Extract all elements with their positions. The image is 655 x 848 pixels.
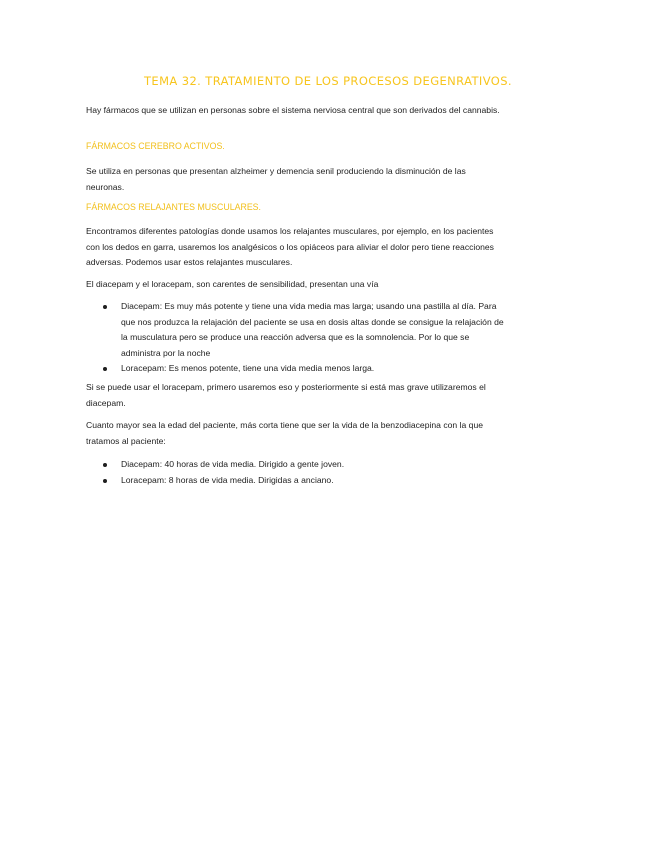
section2-paragraph-2: El diacepam y el loracepam, son carentes de sensibilidad, presentan una vía [86, 279, 379, 289]
list-item-text: Loracepam: Es menos potente, tiene una vida media menos larga. [121, 363, 375, 373]
bullet-icon [103, 367, 107, 371]
bullet-icon [103, 463, 107, 467]
bullet-icon [103, 479, 107, 483]
section2-paragraph-3: Si se puede usar el loracepam, primero usaremos eso y posteriormente si está mas grave utilizaremos el diacepam. [86, 382, 486, 408]
bullet-list-1 [86, 299, 506, 377]
section-heading-cerebro-activos: FÁRMACOS CEREBRO ACTIVOS. [86, 141, 225, 151]
document-title: TEMA 32. TRATAMIENTO DE LOS PROCESOS DEGENRATIVOS. [144, 74, 512, 88]
list-item [86, 299, 506, 361]
intro-paragraph: Hay fármacos que se utilizan en personas sobre el sistema nerviosa central que son derivados del cannabis. [86, 105, 500, 115]
list-item-text: Loracepam: 8 horas de vida media. Dirigidas a anciano. [121, 474, 334, 485]
section-heading-relajantes-musculares: FÁRMACOS RELAJANTES MUSCULARES. [86, 202, 261, 212]
list-item [86, 457, 506, 473]
section2-paragraph-1: Encontramos diferentes patologías donde usamos los relajantes musculares, por ejemplo, en los pacientes con los dedos en garra, usaremos los analgésicos o los opiáceos para aliviar el dolor pero tiene reacciones adversas. Podemos usar estos relajantes musculares. [86, 226, 494, 267]
bullet-list-2 [86, 457, 506, 488]
list-item [86, 361, 506, 377]
section1-paragraph: Se utiliza en personas que presentan alzheimer y demencia senil produciendo la disminución de las neuronas. [86, 166, 466, 192]
bullet-icon [103, 305, 107, 309]
list-item-text: Diacepam: 40 horas de vida media. Dirigido a gente joven. [121, 459, 345, 469]
section2-paragraph-4: Cuanto mayor sea la edad del paciente, más corta tiene que ser la vida de la benzodiacepina con la que tratamos al paciente: [86, 420, 484, 446]
list-item-text: Diacepam: Es muy más potente y tiene una vida media mas larga; usando una pastilla al día. Para que nos produzca la relajación del paciente se usa en dosis altas donde se consigue la relajación de la musculatura pero se produce una reacción adversa que es la somnolencia. Por lo que se administra por la noche [121, 301, 504, 358]
list-item [86, 473, 506, 489]
